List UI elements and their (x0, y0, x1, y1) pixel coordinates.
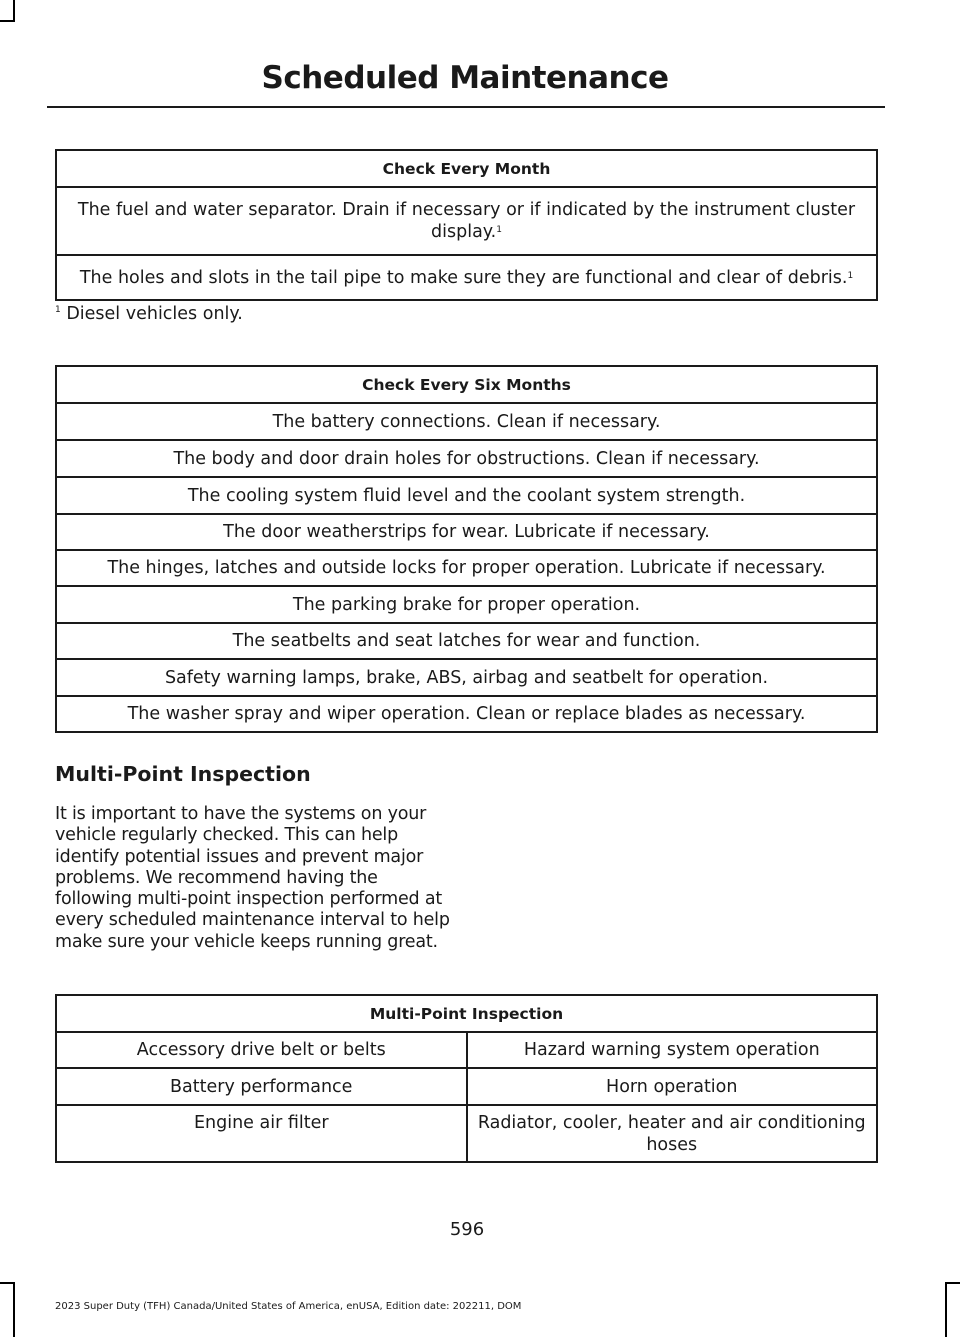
footnote-marker: 1 (847, 270, 854, 281)
monthly-check-table (55, 149, 878, 301)
footer-edition-info: 2023 Super Duty (TFH) Canada/United States of America, enUSA, Edition date: 202211, DOM (55, 1301, 522, 1312)
crop-mark (13, 0, 15, 22)
crop-mark (945, 1282, 947, 1337)
body-paragraph: It is important to have the systems on your vehicle regularly checked. This can help identify potential issues and prevent major problems. We recommend having the following multi-point inspection performed at every scheduled maintenance interval to help make sure your vehicle keeps running great. (55, 804, 450, 952)
crop-mark (13, 1282, 15, 1337)
table-row (56, 187, 877, 255)
table-row (56, 1068, 877, 1105)
table-row: The parking brake for proper operation. (56, 586, 877, 623)
table-heading: Check Every Six Months (56, 366, 877, 403)
table-row: The hinges, latches and outside locks for proper operation. Lubricate if necessary. (56, 550, 877, 586)
crop-mark (0, 1282, 15, 1284)
six-month-check-table (55, 365, 878, 733)
title-divider (47, 106, 885, 108)
table-row (56, 255, 877, 300)
crop-mark (0, 20, 15, 22)
crop-mark (945, 1282, 960, 1284)
table-row: The washer spray and wiper operation. Clean or replace blades as necessary. (56, 696, 877, 732)
footnote-text: Diesel vehicles only. (66, 304, 243, 324)
table-row: The body and door drain holes for obstructions. Clean if necessary. (56, 440, 877, 477)
table-cell: Engine air filter (56, 1105, 467, 1162)
table-heading: Check Every Month (56, 150, 877, 187)
table-heading: Multi-Point Inspection (56, 995, 877, 1032)
footnote-marker: 1 (496, 225, 502, 235)
table-row (56, 1105, 877, 1162)
table-cell-text: The fuel and water separator. Drain if necessary or if indicated by the instrument cluster display. (77, 200, 856, 242)
page-title: Scheduled Maintenance (261, 60, 669, 96)
section-heading: Multi-Point Inspection (55, 762, 311, 786)
table-row: The seatbelts and seat latches for wear and function. (56, 623, 877, 659)
page-number: 596 (449, 1219, 485, 1240)
table-cell: Horn operation (467, 1068, 878, 1105)
footnote-marker: 1 (55, 305, 61, 315)
multi-point-inspection-table (55, 994, 878, 1163)
table-cell: Battery performance (56, 1068, 467, 1105)
table-row: The door weatherstrips for wear. Lubricate if necessary. (56, 514, 877, 550)
table-cell: Accessory drive belt or belts (56, 1032, 467, 1068)
footnote (55, 304, 243, 324)
table-row: Safety warning lamps, brake, ABS, airbag and seatbelt for operation. (56, 659, 877, 696)
table-cell-text: The holes and slots in the tail pipe to make sure they are functional and clear of debris. (79, 267, 848, 288)
table-row: The cooling system fluid level and the coolant system strength. (56, 477, 877, 514)
table-cell: Hazard warning system operation (467, 1032, 878, 1068)
table-cell: Radiator, cooler, heater and air conditioning hoses (467, 1105, 878, 1162)
table-row (56, 1032, 877, 1068)
table-row: The battery connections. Clean if necessary. (56, 403, 877, 440)
